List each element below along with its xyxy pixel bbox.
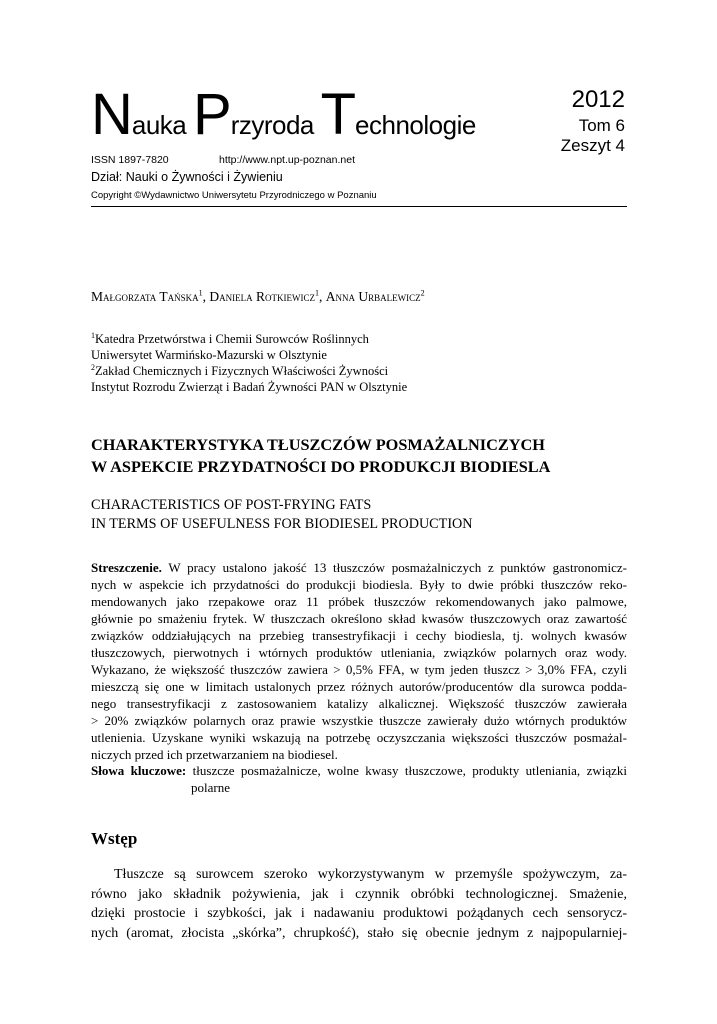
author-name: Małgorzata Tańska [91, 289, 199, 304]
affiliation-list [91, 331, 407, 395]
affiliation-line [91, 363, 407, 379]
abstract [91, 559, 627, 763]
journal-copyright: Copyright ©Wydawnictwo Uniwersytetu Przyrodniczego w Poznaniu [91, 190, 377, 201]
article-title-polish [91, 434, 631, 478]
keywords-text: tłuszcze posmażalnicze, wolne kwasy tłuszczowe, produkty utleniania, związki [186, 763, 627, 778]
abstract-line: tłuszczowych, pierwotnych i wtórnych produktów utleniania, związków polarnych oraz wody. [91, 645, 627, 660]
title-line: W ASPEKCIE PRZYDATNOŚCI DO PRODUKCJI BIODIESLA [91, 457, 551, 476]
abstract-line [91, 559, 627, 576]
header-divider [91, 206, 627, 207]
affiliation-text: Instytut Rozrodu Zwierząt i Badań Żywności PAN w Olsztynie [91, 380, 408, 394]
affiliation-line [91, 331, 407, 347]
author-affiliation-mark: 1 [315, 288, 320, 298]
keywords-line [91, 762, 627, 779]
abstract-text: W pracy ustalono jakość 13 tłuszczów posmażalniczych z punktów gastronomicz- [161, 560, 627, 575]
paragraph-line: Tłuszcze są surowcem szeroko wykorzystywanym w przemyśle spożywczym, za- [114, 867, 627, 882]
keywords [91, 762, 627, 796]
abstract-line: nego transestryfikacji z zastosowaniem katalizy alkalicznej. Większość tłuszczów zawierała [91, 696, 627, 711]
abstract-line: niczych przed ich przetwarzaniem na biodiesel. [91, 747, 338, 762]
journal-year: 2012 [571, 86, 625, 113]
journal-title-initial: N [91, 82, 132, 147]
keywords-label: Słowa kluczowe: [91, 763, 187, 778]
author-separator: , [202, 289, 210, 304]
journal-title-initial: T [320, 82, 356, 147]
abstract-label: Streszczenie. [91, 560, 162, 575]
abstract-line: Wykazano, że większość tłuszczów zawiera > 0,5% FFA, w tym jeden tłuszcz > 3,0% FFA, czyli [91, 662, 627, 677]
abstract-line: mendowanych jako rzepakowe oraz 11 próbek tłuszczów rekomendowanych jako palmowe, [91, 594, 627, 609]
affiliation-text: Katedra Przetwórstwa i Chemii Surowców Roślinnych [95, 332, 369, 346]
intro-paragraph [91, 865, 627, 943]
title-line: CHARACTERISTICS OF POST-FRYING FATS [91, 497, 372, 513]
abstract-line: mieszczą się one w limitach ustalonych przez różnych autorów/producentów dla surowca podda- [91, 679, 627, 694]
journal-section: Dział: Nauki o Żywności i Żywieniu [91, 170, 283, 184]
title-line: IN TERMS OF USEFULNESS FOR BIODIESEL PRODUCTION [91, 516, 473, 532]
affiliation-line [91, 379, 407, 395]
section-heading: Wstęp [91, 829, 138, 848]
paragraph-line: równo jako składnik pożywienia, jak i czynnik obróbki technologicznej. Smażenie, [91, 886, 627, 902]
journal-title-rest: auka [131, 110, 193, 140]
author-name: Anna Urbalewicz [325, 289, 421, 304]
journal-issn: ISSN 1897-7820 [91, 154, 169, 166]
journal-url[interactable]: http://www.npt.up-poznan.net [219, 154, 356, 166]
journal-volume: Tom 6 [578, 116, 625, 135]
paragraph-line: dzięki prostocie i szybkości, jak i nadawaniu produktowi pożądanych cech sensorycz- [91, 906, 627, 921]
affiliation-text: Zakład Chemicznych i Fizycznych Właściwości Żywności [95, 364, 389, 378]
author-affiliation-mark: 2 [420, 288, 425, 298]
abstract-line: związków oddziałujących na przebieg transestryfikacji i cechy biodiesla, tj. wolnych kwasów [91, 628, 627, 643]
affiliation-text: Uniwersytet Warmińsko-Mazurski w Olsztynie [91, 348, 327, 362]
journal-title-rest: rzyroda [230, 110, 321, 140]
abstract-line: głównie po smażeniu frytek. W tłuszczach określono skład kwasów tłuszczowych oraz zawartość [91, 611, 627, 626]
abstract-line: > 20% związków polarnych oraz prawie wszystkie tłuszcze zawierały dużo wtórnych produktów [91, 713, 627, 728]
author-affiliation-mark: 1 [198, 288, 203, 298]
journal-issue: Zeszyt 4 [560, 136, 625, 155]
affiliation-line [91, 347, 407, 363]
abstract-line: nych w aspekcie ich przydatności do produkcji biodiesla. Były to dwie próbki tłuszczów reko- [91, 577, 627, 592]
author-list [91, 289, 425, 305]
author-name: Daniela Rotkiewicz [209, 289, 316, 304]
affiliation-mark: 2 [91, 362, 95, 372]
affiliation-mark: 1 [91, 330, 95, 340]
author-separator: , [319, 289, 326, 304]
abstract-line: utlenienia. Uzyskane wyniki wskazują na potrzebę oczyszczania większości tłuszczów posmażal- [91, 730, 627, 745]
journal-title [91, 82, 476, 147]
keywords-line: polarne [191, 780, 230, 795]
paragraph-line: nych (aromat, złocista „skórka”, chrupkość), stało się obecnie jednym z najpopularniej- [91, 925, 627, 941]
journal-title-rest: echnologie [355, 110, 476, 140]
title-line: CHARAKTERYSTYKA TŁUSZCZÓW POSMAŻALNICZYCH [91, 435, 545, 454]
article-title-english [91, 496, 631, 534]
journal-title-initial: P [193, 82, 231, 147]
